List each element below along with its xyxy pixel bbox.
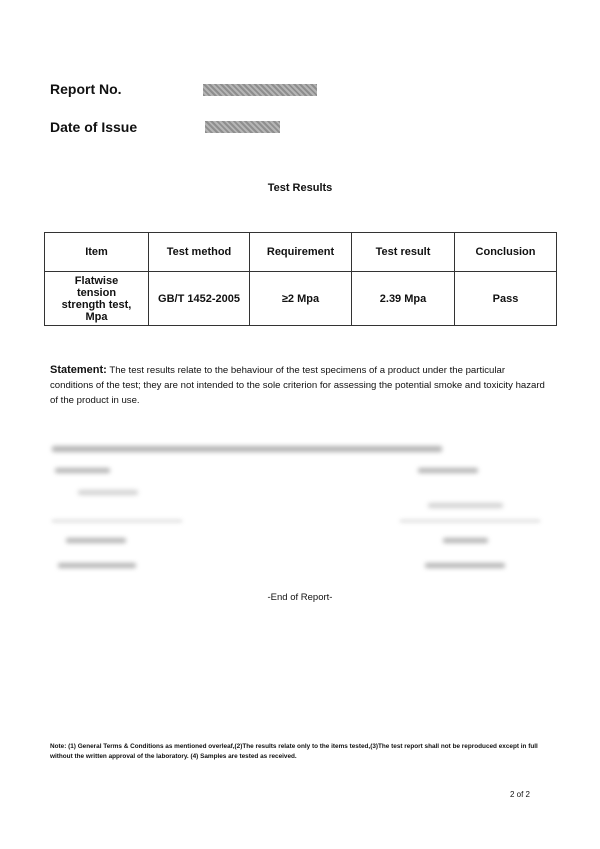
cell-item [45,272,149,326]
item-line: strength test, [61,298,132,311]
column-header-conclusion: Conclusion [455,233,557,272]
blurred-signature [428,503,503,508]
cell-conclusion: Pass [455,272,557,326]
date-of-issue-redaction [205,121,280,133]
blurred-line [425,563,505,568]
statement-text: The test results relate to the behaviour of the test specimens of a product under the particular conditions of the test; they are not intended to the sole criterion for assessing the potential smoke and toxicity hazard of the product in use. [50,365,545,406]
results-table [44,232,557,326]
end-of-report: -End of Report- [267,592,333,603]
page-number: 2 of 2 [509,790,530,799]
blurred-line [443,538,488,543]
cell-test-result: 2.39 Mpa [352,272,455,326]
table-row [45,272,557,326]
column-header-item: Item [45,233,149,272]
blurred-line [418,468,478,473]
item-line: tension [76,286,117,299]
statement-label: Statement: [50,364,107,376]
date-of-issue-label: Date of Issue [50,119,138,135]
column-header-requirement: Requirement [250,233,352,272]
blurred-line [66,538,126,543]
table-header-row [45,233,557,272]
signature-line [52,520,182,522]
blurred-line [52,446,442,452]
report-no-redaction [203,84,317,96]
footer-note: Note: (1) General Terms & Conditions as mentioned overleaf,(2)The results relate only to the items tested,(3)The test report shall not be reproduced except in full without the written approval of the laboratory. (4) Samples are tested as received. [50,743,538,760]
section-title: Test Results [267,182,333,194]
blurred-signature [78,490,138,495]
blurred-line [58,563,136,568]
cell-test-method: GB/T 1452-2005 [149,272,250,326]
report-no-label: Report No. [50,81,122,97]
column-header-test-result: Test result [352,233,455,272]
signature-line [400,520,540,522]
item-line: Mpa [85,310,108,323]
statement [50,363,550,408]
item-line: Flatwise [74,274,119,287]
blurred-line [55,468,110,473]
cell-requirement: ≥2 Mpa [250,272,352,326]
column-header-test-method: Test method [149,233,250,272]
